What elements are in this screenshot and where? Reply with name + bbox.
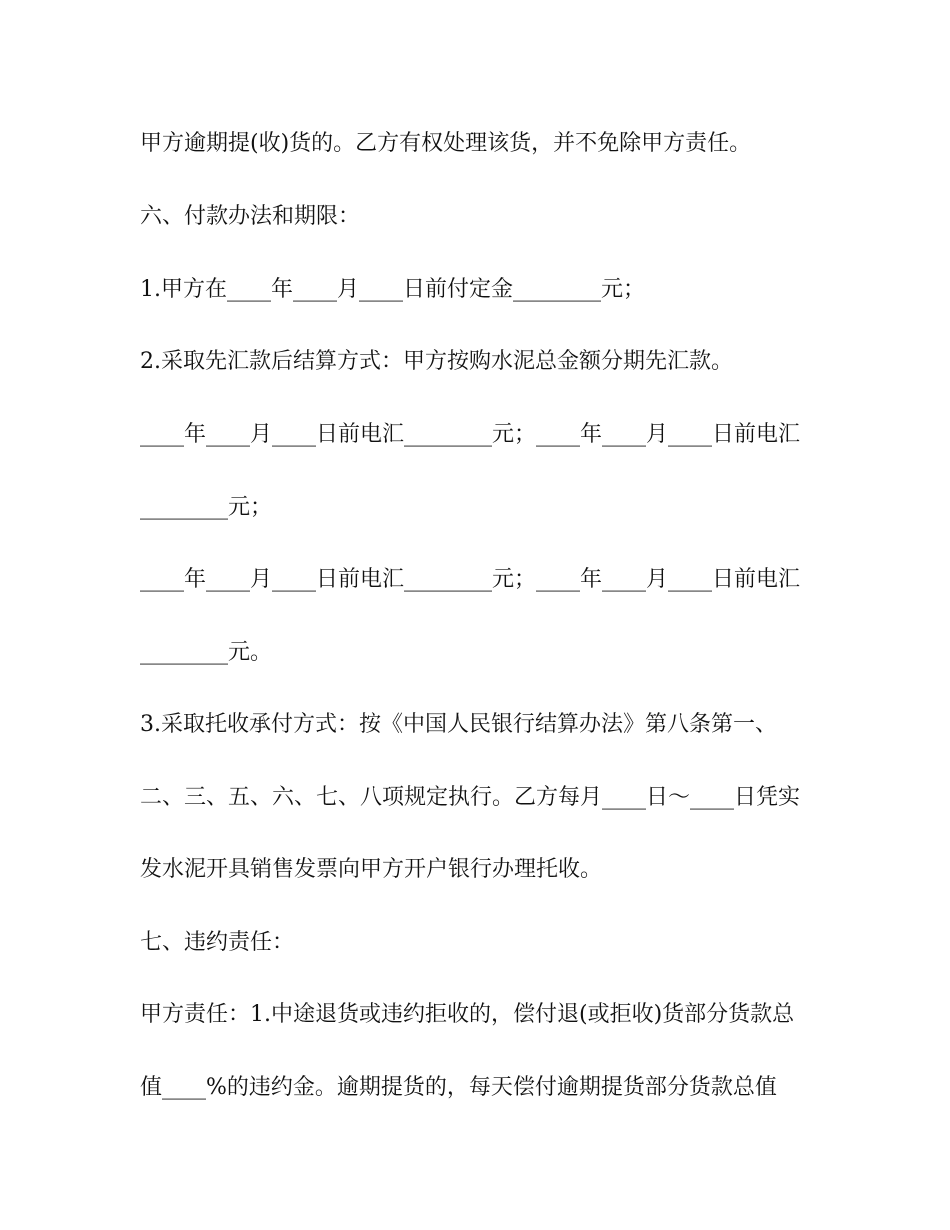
section-heading-payment: 六、付款办法和期限： bbox=[140, 204, 361, 229]
text-line: 1.甲方在____年____月____日前付定金________元； bbox=[140, 277, 645, 302]
text-line: ________元； bbox=[140, 495, 273, 520]
text-line: 2.采取先汇款后结算方式：甲方按购水泥总金额分期先汇款。 bbox=[140, 349, 733, 374]
text-line: 甲方逾期提(收)货的。乙方有权处理该货，并不免除甲方责任。 bbox=[140, 131, 752, 156]
text-line: 甲方责任：1.中途退货或违约拒收的，偿付退(或拒收)货部分货款总 bbox=[140, 1002, 795, 1027]
text-line: ____年____月____日前电汇________元；____年____月____日前电汇 bbox=[140, 422, 801, 447]
text-line: ____年____月____日前电汇________元；____年____月____日前电汇 bbox=[140, 567, 801, 592]
section-heading-liability: 七、违约责任： bbox=[140, 930, 295, 955]
text-line: 发水泥开具销售发票向甲方开户银行办理托收。 bbox=[140, 857, 603, 882]
text-line: 3.采取托收承付方式：按《中国人民银行结算办法》第八条第一、 bbox=[140, 712, 777, 737]
text-line: 二、三、五、六、七、八项规定执行。乙方每月____日～____日凭实 bbox=[140, 785, 801, 810]
text-line: 值____%的违约金。逾期提货的，每天偿付逾期提货部分货款总值 bbox=[140, 1075, 777, 1100]
text-line: ________元。 bbox=[140, 640, 273, 665]
